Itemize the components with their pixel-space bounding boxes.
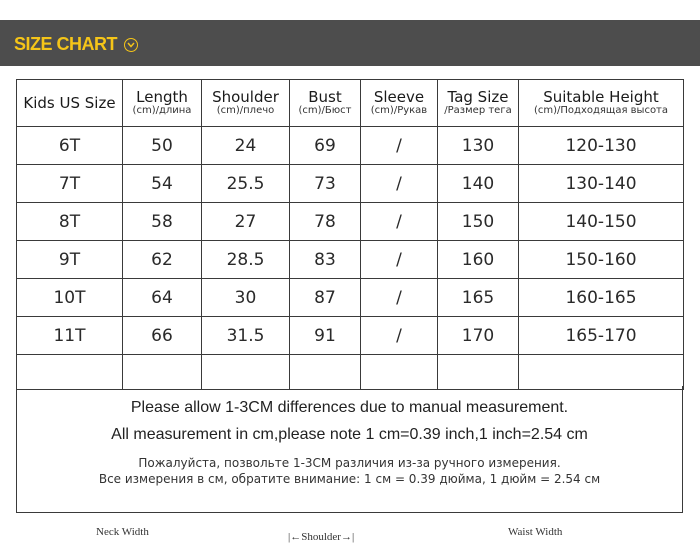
arrow-right-icon: →|	[340, 531, 355, 543]
table-cell: 66	[123, 317, 202, 355]
table-cell: 6T	[17, 127, 123, 165]
column-header-sublabel: (cm)/длина	[132, 105, 192, 116]
column-header	[123, 80, 202, 127]
table-cell: /	[361, 127, 438, 165]
column-header-label: Suitable Height	[543, 88, 659, 106]
table-cell: 150-160	[519, 241, 684, 279]
note-line-1: Please allow 1-3CM differences due to manual measurement.	[130, 399, 569, 416]
table-cell: 73	[290, 165, 361, 203]
column-header-sublabel: /Размер тега	[444, 105, 512, 116]
table-cell	[17, 355, 123, 390]
table-cell: /	[361, 203, 438, 241]
table-cell: 130	[438, 127, 519, 165]
column-header	[202, 80, 290, 127]
table-cell: 11T	[17, 317, 123, 355]
chevron-down-circle-icon	[124, 38, 138, 52]
table-cell: /	[361, 317, 438, 355]
table-cell: 140	[438, 165, 519, 203]
table-header-row	[17, 80, 684, 127]
table-cell: 170	[438, 317, 519, 355]
column-header-label: Sleeve	[373, 88, 425, 106]
size-chart-title: SIZE CHART	[14, 34, 117, 54]
note-line-3: Пожалуйста, позвольте 1-3CM различия из-за ручного измерения.	[138, 456, 561, 470]
table-cell: 160	[438, 241, 519, 279]
column-header	[438, 80, 519, 127]
column-header	[519, 80, 684, 127]
table-cell: 9T	[17, 241, 123, 279]
column-header-label: Kids US Size	[23, 94, 116, 112]
note-line-4: Все измерения в см, обратите внимание: 1 см = 0.39 дюйма, 1 дюйм = 2.54 см	[98, 472, 601, 486]
table-cell: /	[361, 279, 438, 317]
table-cell: 91	[290, 317, 361, 355]
table-row	[17, 317, 684, 355]
table-cell	[123, 355, 202, 390]
table-cell: 87	[290, 279, 361, 317]
column-header-label: Bust	[308, 88, 342, 106]
column-header	[361, 80, 438, 127]
column-header	[17, 80, 123, 127]
column-header	[290, 80, 361, 127]
table-cell: 160-165	[519, 279, 684, 317]
measurement-notes	[16, 386, 683, 513]
note-line-2: All measurement in cm,please note 1 cm=0.39 inch,1 inch=2.54 cm	[111, 426, 588, 443]
table-row	[17, 241, 684, 279]
table-cell: 62	[123, 241, 202, 279]
table-cell: 54	[123, 165, 202, 203]
table-cell: 64	[123, 279, 202, 317]
column-header-label: Tag Size	[447, 88, 509, 106]
table-cell: 165	[438, 279, 519, 317]
table-cell: 120-130	[519, 127, 684, 165]
table-cell: /	[361, 241, 438, 279]
table-cell: 31.5	[202, 317, 290, 355]
table-cell: 130-140	[519, 165, 684, 203]
table-cell: /	[361, 165, 438, 203]
column-header-sublabel: (cm)/Рукав	[370, 105, 428, 116]
table-cell: 58	[123, 203, 202, 241]
table-cell: 78	[290, 203, 361, 241]
column-header-label: Shoulder	[212, 88, 279, 106]
table-cell: 30	[202, 279, 290, 317]
table-cell: 50	[123, 127, 202, 165]
table-cell	[202, 355, 290, 390]
table-cell	[361, 355, 438, 390]
shoulder-label	[288, 531, 354, 543]
table-cell: 7T	[17, 165, 123, 203]
table-row	[17, 279, 684, 317]
size-table	[16, 79, 684, 390]
column-header-sublabel: (cm)/Подходящая высота	[533, 105, 669, 116]
size-chart-header	[0, 0, 700, 66]
table-cell: 10T	[17, 279, 123, 317]
column-header-label: Length	[136, 88, 188, 106]
column-header-sublabel: (cm)/плечо	[216, 105, 275, 116]
table-row	[17, 165, 684, 203]
table-cell	[438, 355, 519, 390]
table-cell: 25.5	[202, 165, 290, 203]
table-row-empty	[17, 355, 684, 390]
table-cell: 8T	[17, 203, 123, 241]
table-cell	[519, 355, 684, 390]
table-cell: 165-170	[519, 317, 684, 355]
column-header-sublabel: (cm)/Бюст	[298, 105, 352, 116]
table-cell: 150	[438, 203, 519, 241]
shoulder-label-text: Shoulder	[301, 531, 341, 543]
table-cell	[290, 355, 361, 390]
table-cell: 69	[290, 127, 361, 165]
arrow-left-icon: |←	[288, 531, 302, 543]
table-cell: 27	[202, 203, 290, 241]
table-cell: 28.5	[202, 241, 290, 279]
table-row	[17, 127, 684, 165]
neck-width-label: Neck Width	[96, 526, 149, 538]
table-cell: 83	[290, 241, 361, 279]
table-cell: 24	[202, 127, 290, 165]
table-cell: 140-150	[519, 203, 684, 241]
waist-width-label: Waist Width	[508, 526, 563, 538]
table-row	[17, 203, 684, 241]
